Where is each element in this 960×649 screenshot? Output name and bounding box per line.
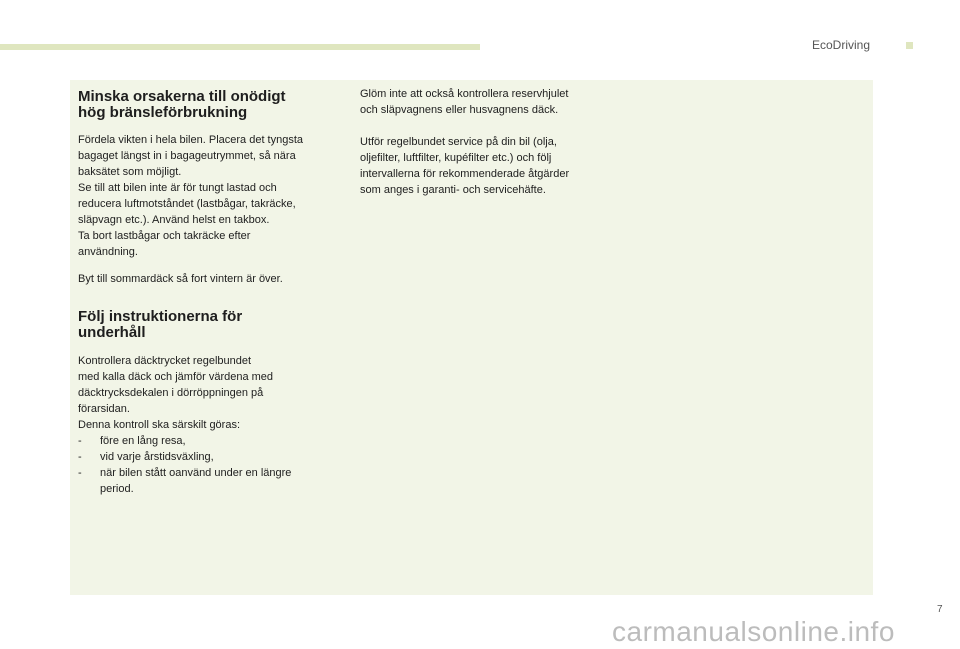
paragraph-service [360, 134, 600, 198]
content-panel [70, 80, 873, 595]
watermark: carmanualsonline.info [612, 616, 895, 647]
text-line: bagaget längst in i bagageutrymmet, så nära [78, 150, 296, 162]
text-line: däcktrycksdekalen i dörröppningen på [78, 387, 264, 399]
text-line: Glöm inte att också kontrollera reservhjulet [360, 88, 569, 100]
heading-line: Följ instruktionerna för [78, 308, 243, 325]
paragraph-load-distribution [78, 132, 328, 260]
text-line: Denna kontroll ska särskilt göras: [78, 419, 241, 431]
bullet-dash: - [78, 451, 82, 463]
check-occasions-list [78, 433, 328, 497]
page-number: 7 [937, 604, 943, 615]
paragraph-summer-tires [78, 271, 328, 287]
paragraph-spare-wheel [360, 86, 600, 118]
list-item [78, 465, 328, 497]
heading-line: underhåll [78, 324, 146, 341]
text-line: reducera luftmotståndet (lastbågar, takräcke, [78, 198, 296, 210]
text-line: och släpvagnens eller husvagnens däck. [360, 104, 559, 116]
text-line: Ta bort lastbågar och takräcke efter [78, 230, 251, 242]
left-column [78, 89, 328, 497]
text-line: användning. [78, 246, 138, 258]
text-line: släpvagn etc.). Använd helst en takbox. [78, 214, 270, 226]
text-line: Utför regelbundet service på din bil (olja, [360, 136, 557, 148]
list-item [78, 449, 328, 465]
text-line: förarsidan. [78, 403, 130, 415]
text-line: Kontrollera däcktrycket regelbundet [78, 355, 252, 367]
list-item-text: vid varje årstidsväxling, [100, 451, 214, 463]
text-line: som anges i garanti- och servicehäfte. [360, 184, 546, 196]
text-line: med kalla däck och jämför värdena med [78, 371, 274, 383]
section-marker [906, 42, 913, 49]
text-line: Se till att bilen inte är för tungt lastad och [78, 182, 277, 194]
heading-fuel-consumption [78, 89, 328, 121]
section-title: EcoDriving [812, 38, 871, 52]
heading-maintenance [78, 309, 328, 341]
text-line: intervallerna för rekommenderade åtgärder [360, 168, 570, 180]
text-line: Fördela vikten i hela bilen. Placera det tyngsta [78, 134, 304, 146]
heading-line: Minska orsakerna till onödigt [78, 88, 286, 105]
list-item-text: när bilen stått oanvänd under en längre [100, 467, 292, 479]
list-item [78, 433, 328, 449]
paragraph-tire-pressure [78, 353, 328, 433]
list-item-text: period. [100, 483, 134, 495]
bullet-dash: - [78, 467, 82, 479]
text-line: oljefilter, luftfilter, kupéfilter etc.) och följ [360, 152, 552, 164]
header-accent-bar [0, 44, 480, 50]
bullet-dash: - [78, 435, 82, 447]
text-line: Byt till sommardäck så fort vintern är över. [78, 273, 283, 285]
text-line: baksätet som möjligt. [78, 166, 182, 178]
list-item-text: före en lång resa, [100, 435, 186, 447]
heading-line: hög bränsleförbrukning [78, 104, 248, 121]
right-column [360, 86, 600, 198]
